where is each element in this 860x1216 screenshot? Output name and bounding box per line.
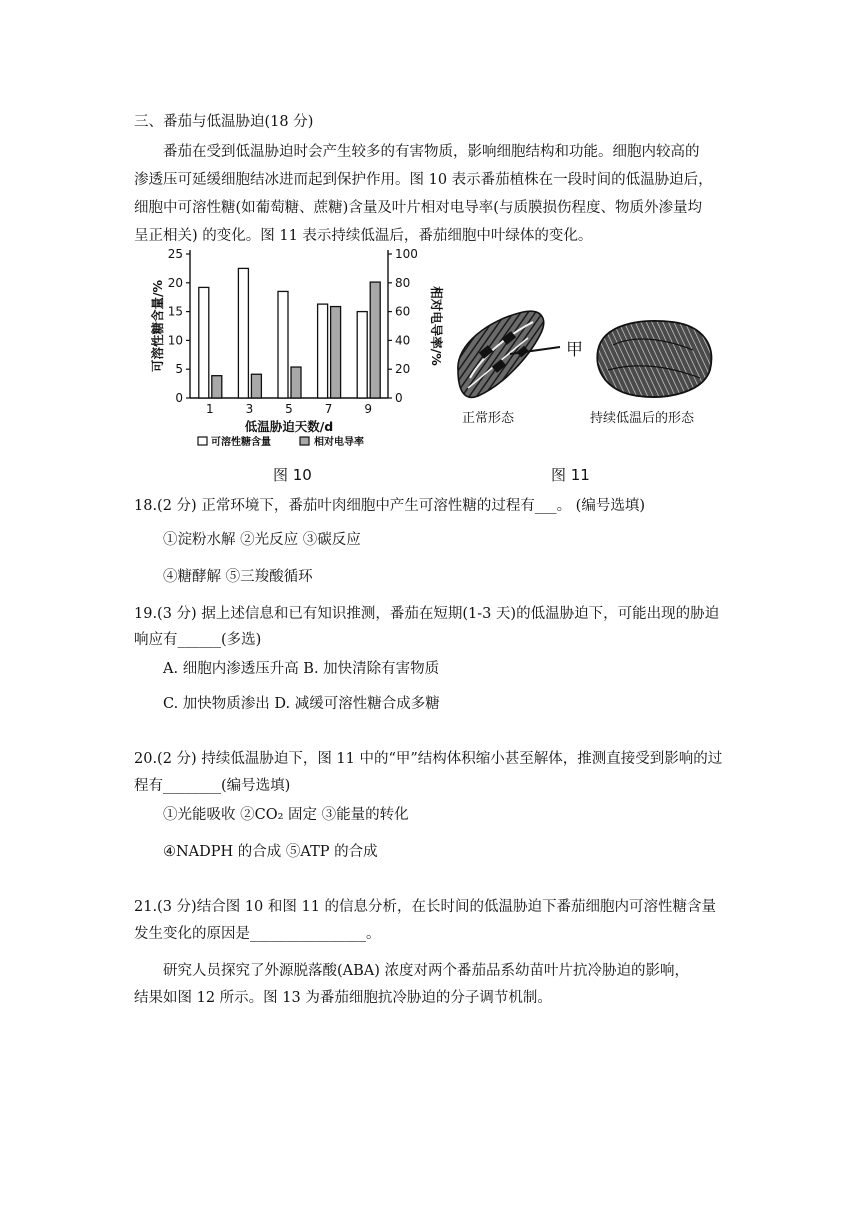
right-tick-label: 60 [395,304,411,319]
bar-conductivity [331,307,341,398]
right-tick-label: 40 [395,333,411,348]
right-tick-label: 0 [395,391,403,405]
bar-conductivity [370,282,380,398]
legend-swatch-conductivity [300,437,309,445]
bar-conductivity [291,367,301,398]
figure-11-drawing [448,300,723,430]
bar-soluble-sugar [278,291,288,398]
label-after-cold: 持续低温后的形态 [590,411,695,426]
options-row: C. 加快物质渗出 D. 减缓可溶性糖合成多糖 [163,696,440,712]
left-tick-label: 20 [167,275,183,290]
question-stem: 19.(3 分) 据上述信息和已有知识推测，番茄在短期(1-3 天)的低温胁迫下，可能出现的胁迫 [134,606,720,622]
right-tick-label: 80 [395,275,411,290]
options-row: ④NADPH 的合成 ⑤ATP 的合成 [163,844,378,860]
legend-label-sugar: 可溶性糖含量 [211,437,271,448]
question-stem: 21.(3 分)结合图 10 和图 11 的信息分析，在长时间的低温胁迫下番茄细胞内可溶性糖含量 [134,899,717,915]
left-tick-label: 5 [175,362,183,377]
label-normal: 正常形态 [462,411,515,426]
x-tick-label: 7 [324,402,333,416]
intro-line: 番茄在受到低温胁迫时会产生较多的有害物质，影响细胞结构和功能。细胞内较高的 [163,144,700,160]
section-title: 三、番茄与低温胁迫(18 分) [134,114,314,130]
legend-swatch-sugar [198,437,207,445]
legend-label-conductivity: 相对电导率 [314,437,364,448]
right-tick-label: 20 [395,362,411,377]
bar-conductivity [251,374,261,398]
question-stem: 发生变化的原因是________________。 [134,926,381,942]
bar-conductivity [212,376,222,398]
question-stem: 响应有______(多选) [134,632,262,648]
intro-line: 呈正相关) 的变化。图 11 表示持续低温后，番茄细胞中叶绿体的变化。 [134,228,593,244]
bar-soluble-sugar [357,312,367,398]
right-tick-label: 100 [395,247,418,261]
question-stem: 18.(2 分) 正常环境下，番茄叶肉细胞中产生可溶性糖的过程有___。 (编号选填) [134,498,645,514]
left-axis-title: 可溶性糖含量/% [150,279,165,373]
label-jia: 甲 [566,340,583,360]
options-row: ①淀粉水解 ②光反应 ③碳反应 [163,532,361,548]
x-tick-label: 3 [245,402,254,416]
left-tick-label: 25 [167,247,183,261]
x-tick-label: 5 [285,402,293,416]
intro-line: 细胞中可溶性糖(如葡萄糖、蔗糖)含量及叶片相对电导率(与质膜损伤程度、物质外渗量均 [134,200,702,216]
bar-soluble-sugar [318,304,328,398]
x-tick-label: 1 [205,402,214,416]
normal-chloroplast-icon [458,311,544,397]
right-axis-title: 相对电导率/% [429,286,444,366]
figure-10-caption: 图 10 [273,466,312,484]
options-row: A. 细胞内渗透压升高 B. 加快清除有害物质 [163,661,440,677]
x-tick-label: 9 [364,402,373,416]
question-stem: 程有________(编号选填) [134,778,291,794]
bar-soluble-sugar [199,287,209,398]
question-stem: 20.(2 分) 持续低温胁迫下，图 11 中的“甲”结构体积缩小甚至解体，推测直接受到影响的过 [134,751,723,767]
outro-line: 研究人员探究了外源脱落酸(ABA) 浓度对两个番茄品系幼苗叶片抗冷胁迫的影响， [163,963,690,979]
options-row: ④糖酵解 ⑤三羧酸循环 [163,569,313,585]
left-tick-label: 0 [175,391,183,405]
figure-10-chart [148,242,444,454]
figure-11-caption: 图 11 [551,466,590,484]
intro-line: 渗透压可延缓细胞结冰进而起到保护作用。图 10 表示番茄植株在一段时间的低温胁迫后， [134,172,713,188]
options-row: ①光能吸收 ②CO₂ 固定 ③能量的转化 [163,807,409,823]
bar-soluble-sugar [238,268,248,398]
x-axis-title: 低温胁迫天数/d [244,419,334,434]
left-tick-label: 10 [167,333,183,348]
left-tick-label: 15 [167,304,183,319]
outro-line: 结果如图 12 所示。图 13 为番茄细胞抗冷胁迫的分子调节机制。 [134,990,552,1006]
cold-chloroplast-icon [597,321,711,397]
